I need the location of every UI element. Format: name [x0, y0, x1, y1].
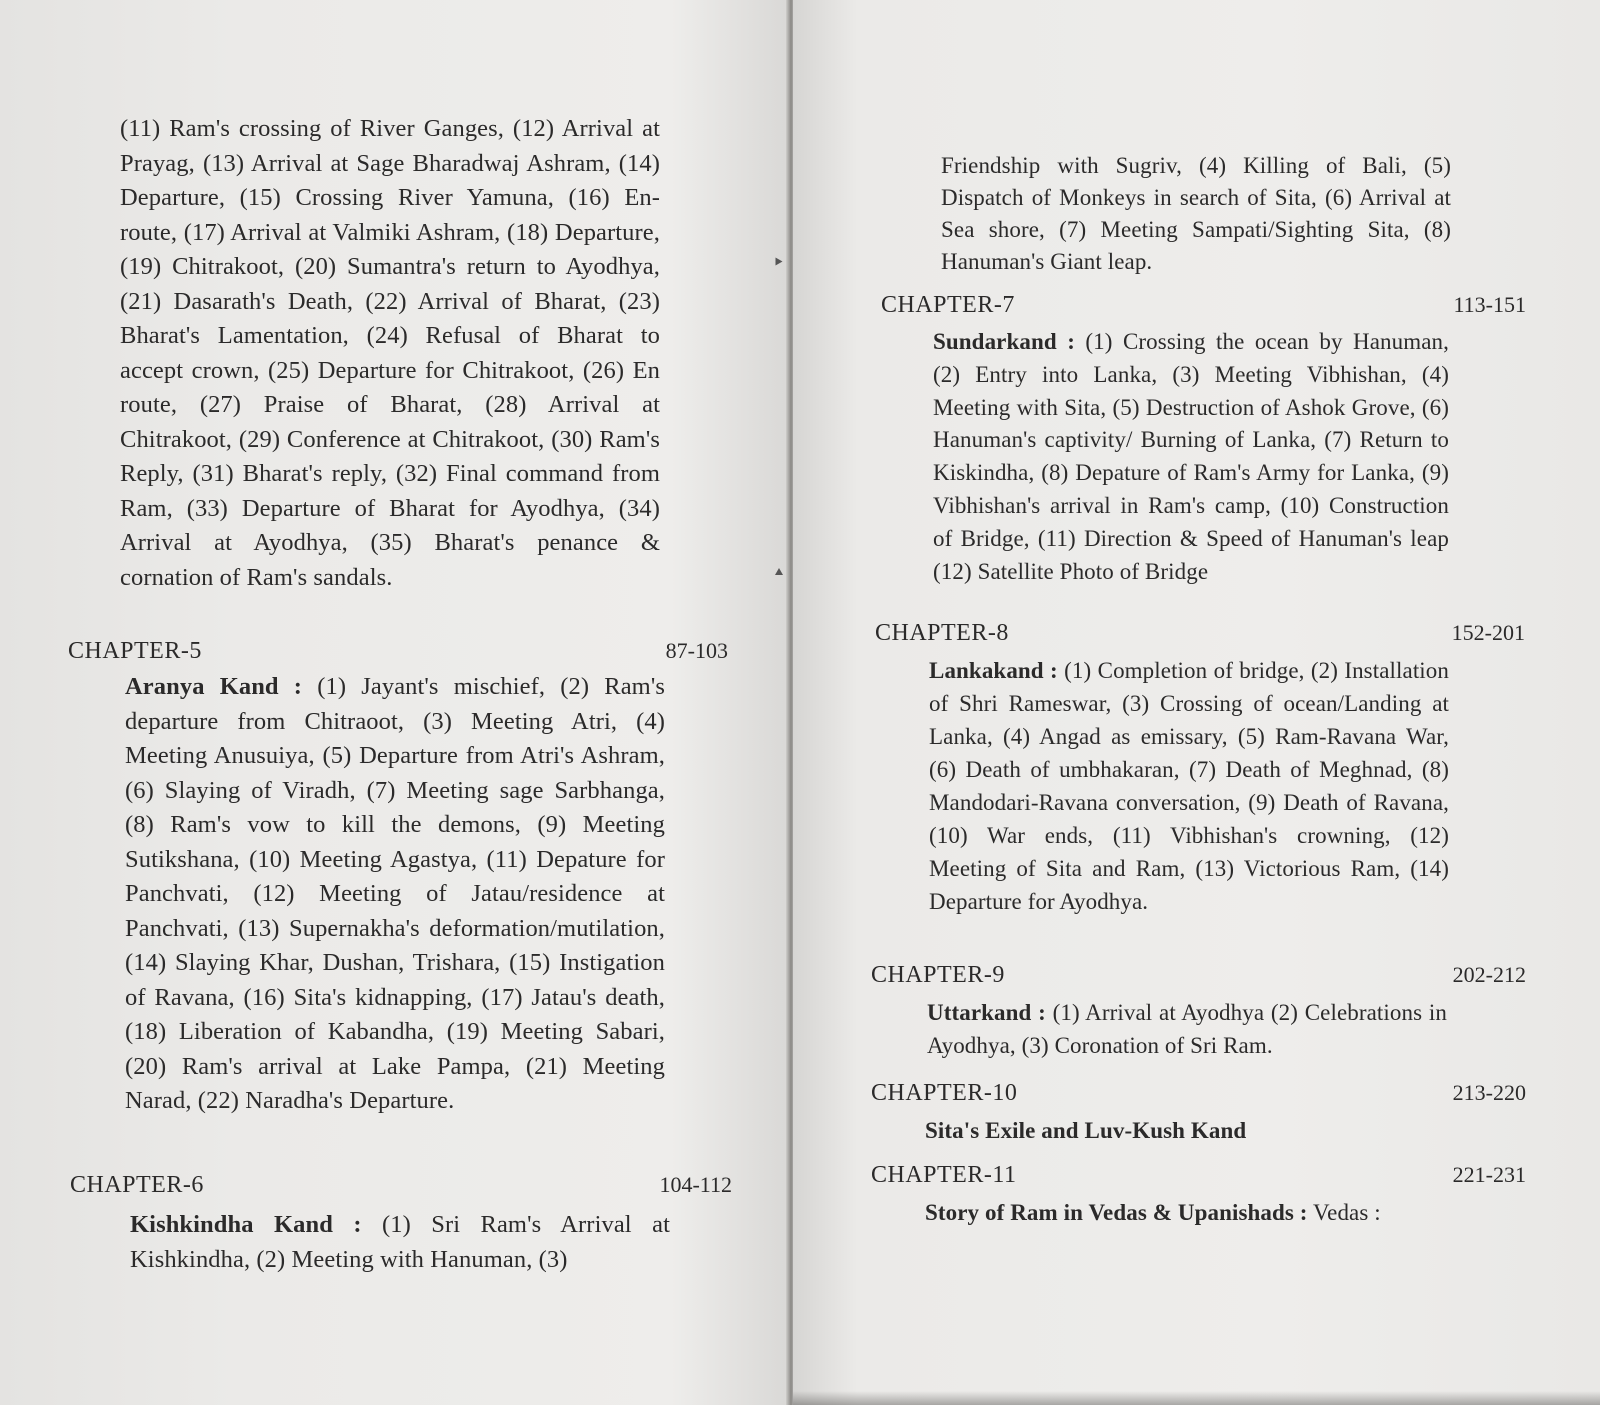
chapter-9-contents [927, 996, 1447, 1062]
kand-title: Lankakand : [929, 658, 1058, 683]
continuation-text: Friendship with Sugriv, (4) Killing of Bali, (5) Dispatch of Monkeys in search of Sita, (6) Arrival at Sea shore, (7) Meeting Sampati/Sighting Sita, (8) Hanuman's Giant leap. [941, 153, 1451, 274]
chapter-title: CHAPTER-5 [68, 638, 202, 664]
chapter-10-heading [871, 1080, 1526, 1107]
chapter-page-range: 152-201 [1451, 620, 1525, 645]
kand-contents: (1) Arrival at Ayodhya (2) Celebrations in Ayodhya, (3) Coronation of Sri Ram. [927, 1000, 1447, 1058]
chapter-7-heading [881, 292, 1526, 319]
right-page [793, 0, 1600, 1405]
chapter-title: CHAPTER-9 [871, 962, 1005, 988]
chapter-10-contents [925, 1114, 1445, 1147]
chapter-page-range: 213-220 [1452, 1080, 1526, 1105]
kand-contents: (1) Jayant's mischief, (2) Ram's departure from Chitraoot, (3) Meeting Atri, (4) Meeting Anusuiya, (5) Departure from Atri's Ashram, (6) Slaying of Viradh, (7) Meeting sage Sarbhanga, (8) Ram's vow to kill the demons, (9) Meeting Sutikshana, (10) Meeting Agastya, (11) Depature for Panchvati, (12) Meeting of Jatau/residence at Panchvati, (13) Supernakha's deformation/mutilation, (14) Slaying Khar, Dushan, Trishara, (15) Instigation of Ravana, (16) Sita's kidnapping, (17) Jatau's death, (18) Liberation of Kabandha, (19) Meeting Sabari, (20) Ram's arrival at Lake Pampa, (21) Meeting Narad, (22) Naradha's Departure. [125, 673, 665, 1114]
chapter-title: CHAPTER-11 [871, 1162, 1017, 1188]
page-mark [775, 568, 783, 575]
kand-title: Sita's Exile and Luv-Kush Kand [925, 1118, 1247, 1143]
chapter-11-contents [925, 1196, 1465, 1229]
chapter-8-heading [875, 620, 1525, 647]
chapter-7-contents [933, 326, 1449, 588]
page-edge-shadow [793, 1391, 1600, 1405]
kand-title: Aranya Kand : [125, 673, 303, 700]
kand-title: Kishkindha Kand : [130, 1211, 362, 1238]
kand-contents: (1) Crossing the ocean by Hanuman, (2) Entry into Lanka, (3) Meeting Vibhishan, (4) Meeting with Sita, (5) Destruction of Ashok Grove, (6) Hanuman's captivity/ Burning of Lanka, (7) Return to Kiskindha, (8) Depature of Ram's Army for Lanka, (9) Vibhishan's arrival in Ram's camp, (10) Construction of Bridge, (11) Direction & Speed of Hanuman's leap (12) Satellite Photo of Bridge [933, 329, 1450, 584]
chapter-title: CHAPTER-10 [871, 1080, 1018, 1106]
kand-contents: (1) Sri Ram's Arrival at Kishkindha, (2) Meeting with Hanuman, (3) [130, 1211, 670, 1273]
page-mark [776, 258, 783, 266]
chapter-title: CHAPTER-8 [875, 620, 1009, 646]
chapter-page-range: 113-151 [1453, 292, 1526, 317]
chapter-page-range: 87-103 [665, 638, 728, 663]
left-page [0, 0, 790, 1405]
chapter-6-heading [70, 1172, 732, 1199]
chapter-8-contents [929, 654, 1449, 918]
chapter-title: CHAPTER-7 [881, 292, 1015, 318]
chapter-11-heading [871, 1162, 1526, 1189]
chapter-page-range: 221-231 [1452, 1162, 1526, 1187]
chapter-title: CHAPTER-6 [70, 1172, 204, 1198]
chapter-6-contents [130, 1208, 670, 1277]
chapter-6-continuation [941, 150, 1451, 278]
kand-title: Story of Ram in Vedas & Upanishads : [925, 1200, 1308, 1225]
chapter-5-heading [68, 638, 728, 665]
chapter-5-contents [125, 670, 665, 1119]
chapter-4-continuation [120, 112, 660, 595]
kand-title: Sundarkand : [933, 329, 1075, 354]
chapter-page-range: 202-212 [1452, 962, 1526, 987]
kand-contents: (1) Completion of bridge, (2) Installation of Shri Rameswar, (3) Crossing of ocean/Landing at Lanka, (4) Angad as emissary, (5) Ram-Ravana War, (6) Death of umbhakaran, (7) Death of Meghnad, (8) Mandodari-Ravana conversation, (9) Death of Ravana, (10) War ends, (11) Vibhishan's crowning, (12) Meeting of Sita and Ram, (13) Victorious Ram, (14) Departure for Ayodhya. [929, 658, 1450, 914]
chapter-9-heading [871, 962, 1526, 989]
kand-title: Uttarkand : [927, 1000, 1046, 1025]
kand-contents: Vedas : [1312, 1200, 1381, 1225]
chapter-page-range: 104-112 [659, 1172, 732, 1197]
continuation-text: (11) Ram's crossing of River Ganges, (12) Arrival at Prayag, (13) Arrival at Sage Bharadwaj Ashram, (14) Departure, (15) Crossing River Yamuna, (16) En-route, (17) Arrival at Valmiki Ashram, (18) Departure, (19) Chitrakoot, (20) Sumantra's return to Ayodhya, (21) Dasarath's Death, (22) Arrival of Bharat, (23) Bharat's Lamentation, (24) Refusal of Bharat to accept crown, (25) Departure for Chitrakoot, (26) En route, (27) Praise of Bharat, (28) Arrival at Chitrakoot, (29) Conference at Chitrakoot, (30) Ram's Reply, (31) Bharat's reply, (32) Final command from Ram, (33) Departure of Bharat for Ayodhya, (34) Arrival at Ayodhya, (35) Bharat's penance & cornation of Ram's sandals. [120, 115, 660, 591]
